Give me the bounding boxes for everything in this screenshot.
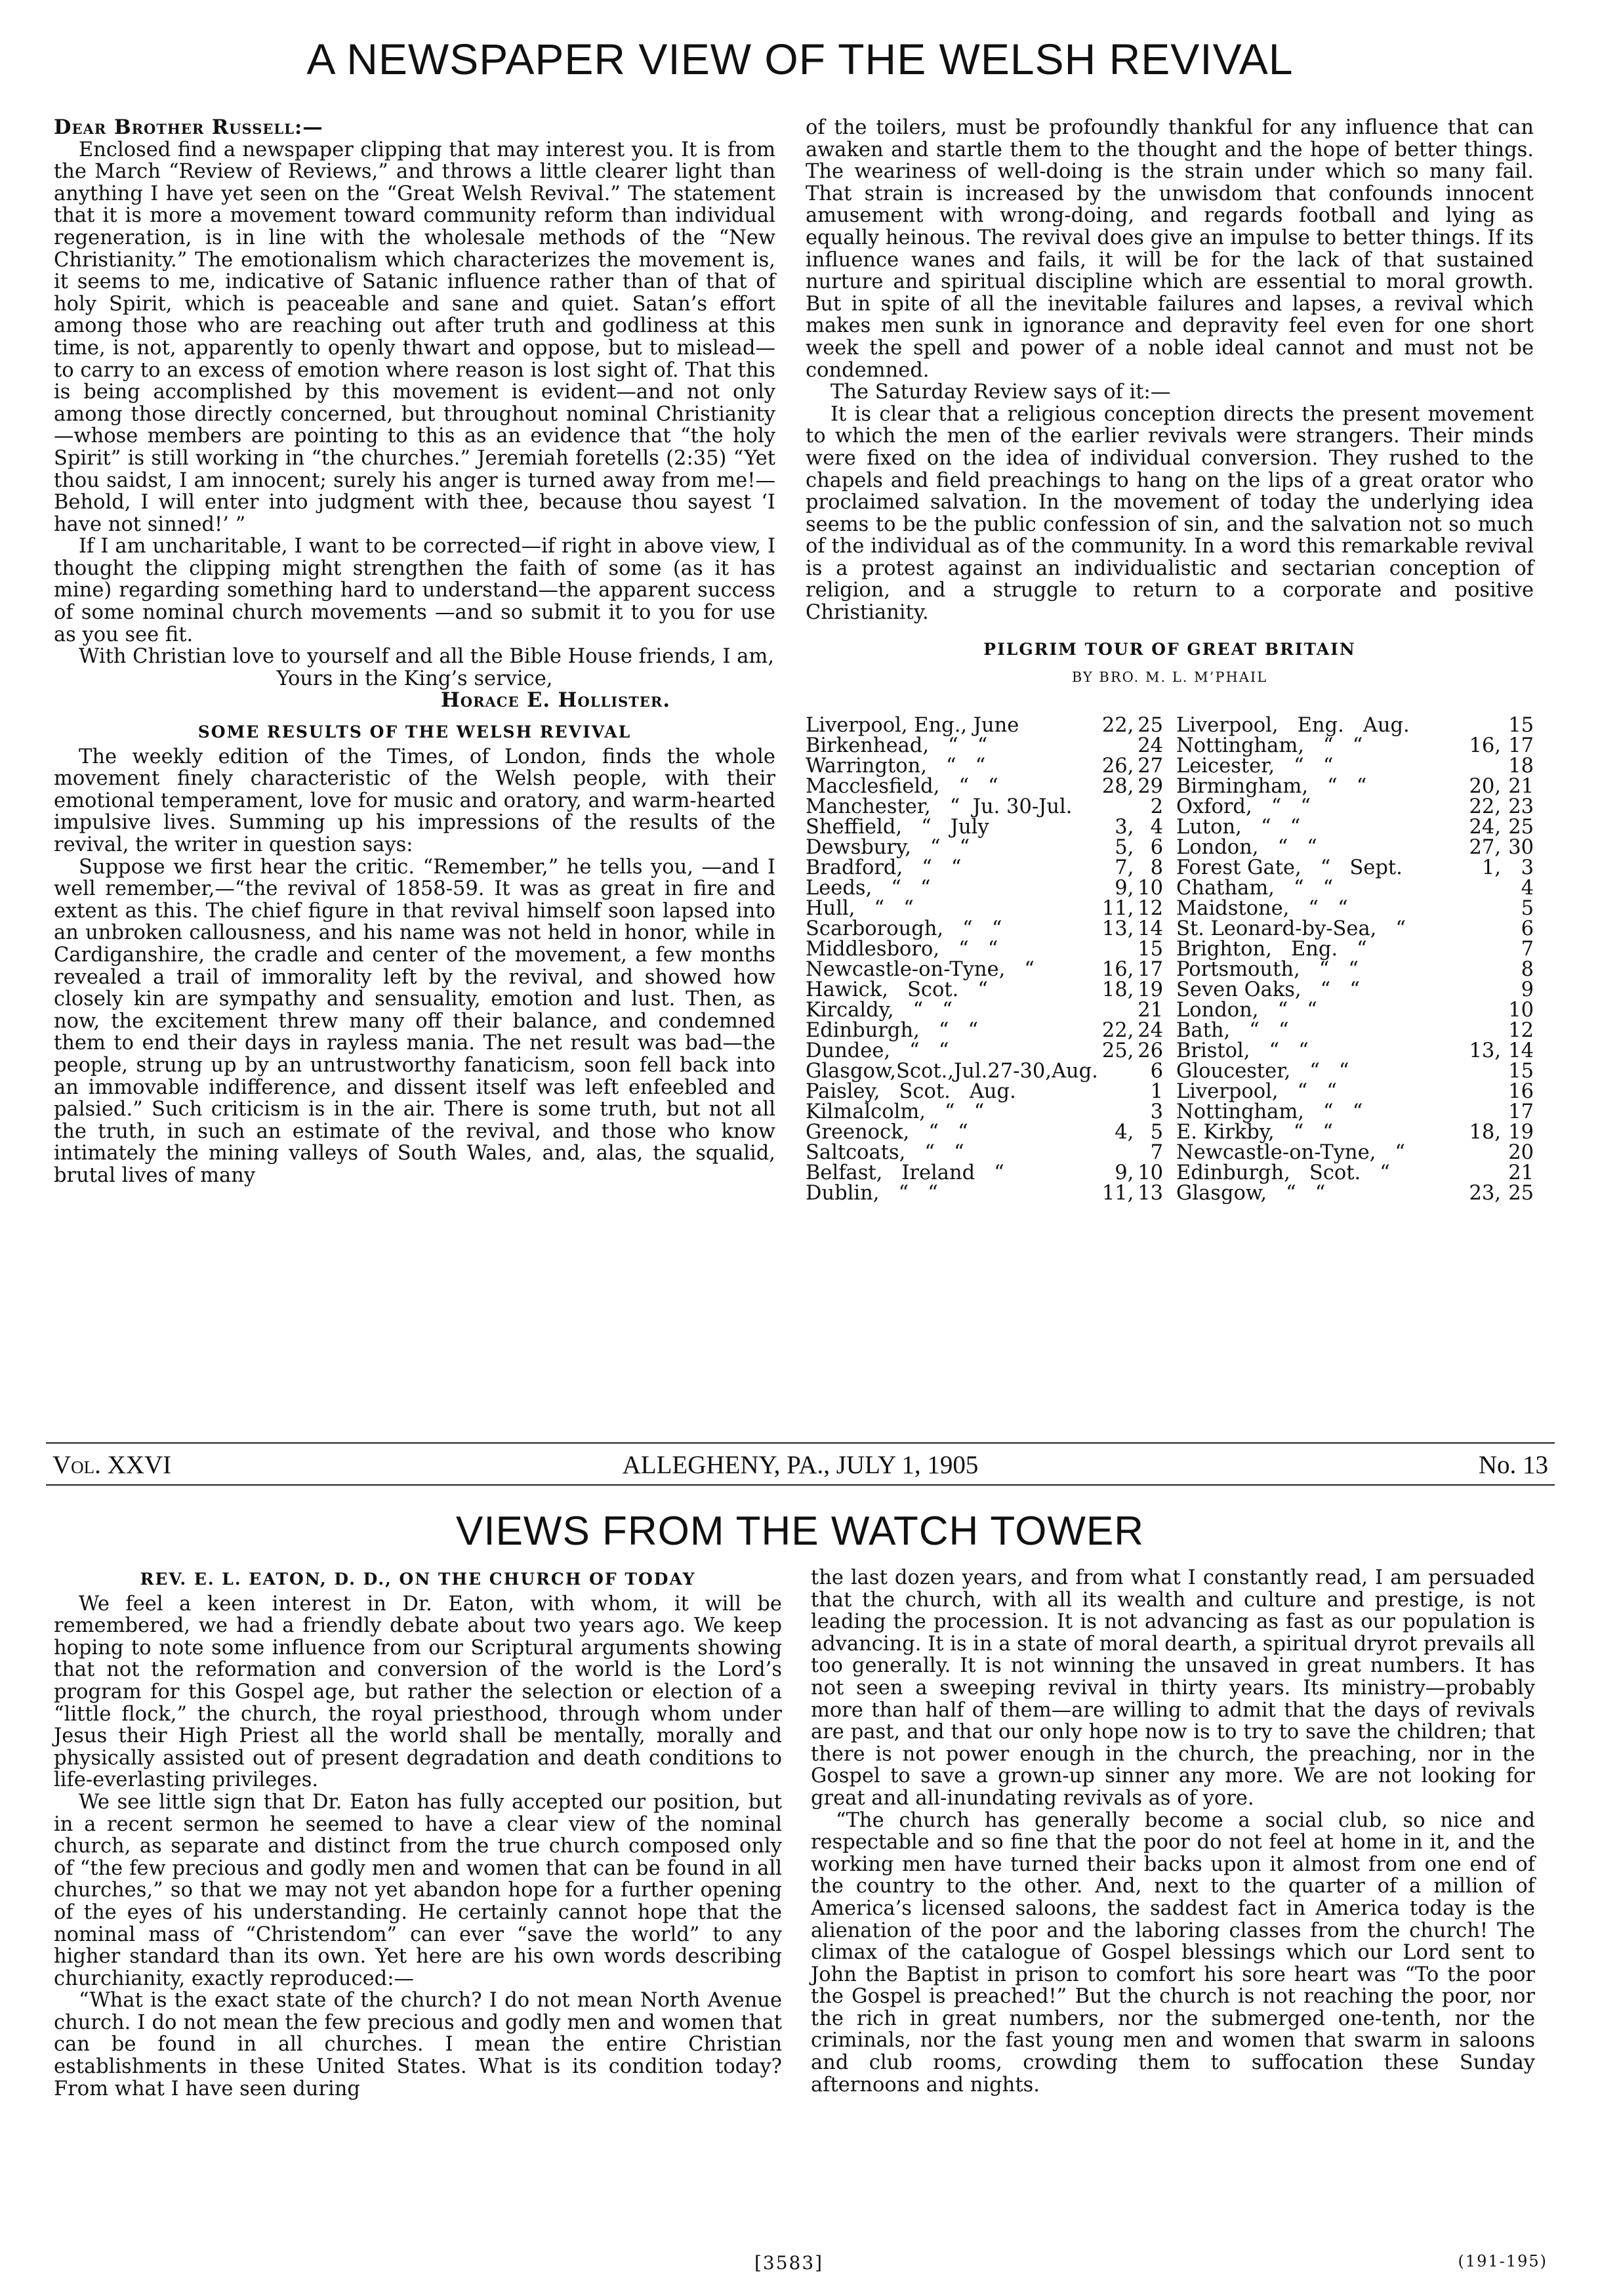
tour-date: 24 <box>1138 734 1163 757</box>
tour-row <box>1176 1041 1534 1061</box>
tour-date: 2 <box>1150 795 1163 818</box>
tour-date: 6 <box>1150 835 1163 859</box>
tour-date: 3, <box>1115 815 1134 839</box>
tour-row <box>1176 797 1534 817</box>
letter-paragraph: If I am uncharitable, I want to be corrected—if right in above view, I thought the clipping might strengthen the faith of some (as it has mine) regarding something hard to understand—the apparent success of some nominal church movements —and so submit it to you for use as you see fit. <box>54 535 775 646</box>
tour-place: Luton, “ “ <box>1176 815 1301 839</box>
lower-left-column <box>54 1568 782 2100</box>
tour-place: Birkenhead, “ “ <box>806 734 988 757</box>
tour-date: 4 <box>1150 815 1163 839</box>
tour-date: 21 <box>1138 998 1163 1022</box>
tour-row <box>1176 980 1534 1000</box>
tour-date <box>1462 756 1501 776</box>
tour-date <box>1462 919 1501 939</box>
tour-date: 16, <box>1469 734 1501 757</box>
article-paragraph: The Saturday Review says of it:— <box>831 381 1171 404</box>
tour-place: Scarborough, “ “ <box>806 917 1002 940</box>
tour-date <box>1098 1061 1134 1081</box>
tour-date <box>1098 1081 1134 1102</box>
tour-date: 24, <box>1469 815 1501 839</box>
tour-place: Belfast, Ireland “ <box>806 1161 1004 1184</box>
tour-row <box>806 919 1163 939</box>
article-paragraph: The weekly edition of the Times, of London, finds the whole movement finely characteristic of the Welsh people, with their emotional temperament, love for music and oratory, and warm-hearted impulsive lives. Summing up his impressions of the results of the revival, the writer in question says: <box>54 745 775 856</box>
letter-signature: Horace E. Hollister. <box>440 688 670 713</box>
tour-row <box>806 898 1163 919</box>
tour-place: Warrington, “ “ <box>806 754 986 778</box>
tour-date: 8 <box>1521 957 1534 981</box>
tour-date: 25, <box>1101 1039 1134 1062</box>
tour-date: 22, <box>1469 795 1501 818</box>
tour-row <box>806 1020 1163 1041</box>
tour-place: Dundee, “ “ <box>806 1039 949 1062</box>
tour-date: 18 <box>1508 754 1534 778</box>
article-paragraph: Suppose we first hear the critic. “Remember,” he tells you, —and I well remember,—“the revival of 1858-59. It was as great in fire and extent as this. The chief figure in that revival himself soon lapsed into an unbroken callousness, and his name was not held in honor, while in Cardiganshire, the cradle and center of the movement, a few months revealed a trail of immorality left by the revival, and showed how closely kin are sympathy and sensuality, emotion and lust. Then, as now, the excitement threw many off their balance, and condemned them to end their days in rayless mania. The net result was bad—the people, strung up by an untrustworthy fanaticism, soon fell back into an immovable indifference, and dissent itself was left enfeebled and palsied.” Such criticism is in the air. There is some truth, but not all the truth, in such an estimate of the revival, and those who know intimately the mining valleys of South Wales, and, alas, the squalid, brutal lives of many <box>54 855 775 1187</box>
tour-date: 14 <box>1508 1039 1534 1062</box>
tour-place: Leicester, “ “ <box>1176 754 1334 778</box>
tour-date: 13 <box>1138 1181 1163 1205</box>
page-range: (191-195) <box>1458 2252 1548 2270</box>
tour-row <box>1176 776 1534 797</box>
tour-row <box>806 1122 1163 1142</box>
tour-schedule <box>806 715 1534 1203</box>
tour-place: Hull, “ “ <box>806 896 914 920</box>
tour-date: 6 <box>1521 917 1534 940</box>
tour-date: 10 <box>1138 876 1163 900</box>
tour-row <box>806 858 1163 878</box>
place-date: ALLEGHENY, PA., JULY 1, 1905 <box>622 1451 979 1479</box>
tour-date: 4, <box>1115 1120 1134 1144</box>
tour-date <box>1098 1000 1134 1020</box>
tour-row <box>1176 817 1534 837</box>
tour-date: 20 <box>1508 1140 1534 1164</box>
tour-row <box>806 1102 1163 1122</box>
article-paragraph: It is clear that a religious conception directs the present movement to which the men of the earlier revivals were strangers. Their minds were fixed on the idea of individual conversion. They rushed to the chapels and field preachings to hang on the lips of a great orator who proclaimed salvation. In the movement of today the underlying idea seems to be the public confession of sin, and the salvation not so much of the individual as of the community. In a word this remarkable revival is a protest against an individualistic and sectarian conception of religion, and a struggle to return to a corporate and positive Christianity. <box>806 402 1534 625</box>
tour-row <box>1176 939 1534 959</box>
tour-date: 4 <box>1521 876 1534 900</box>
masthead <box>52 1450 1548 1483</box>
tour-place: Bath, “ “ <box>1176 1018 1289 1042</box>
tour-place: Kilmalcolm, “ “ <box>806 1100 985 1123</box>
tour-place: St. Leonard-by-Sea, “ <box>1176 917 1406 940</box>
tour-row <box>806 1142 1163 1163</box>
tour-date: 14 <box>1138 917 1163 940</box>
tour-date <box>1098 797 1134 817</box>
tour-date: 1 <box>1150 1079 1163 1103</box>
tour-place: Chatham, “ “ <box>1176 876 1334 900</box>
tour-date: 22, <box>1101 1018 1134 1042</box>
page-number: [3583] <box>754 2252 824 2274</box>
article-paragraph: “The church has generally become a social club, so nice and respectable and so fine that the poor do not feel at home in it, and the working men have turned their backs upon it almost from one end of the country to the other. And, next to the quarter of a million of America’s licensed saloons, the saddest fact in America today is the alienation of the poor and the laboring classes from the church! The climax of the catalogue of Gospel blessings which our Lord sent to John the Baptist in prison to comfort his sore heart was “To the poor the Gospel is preached!” But the church is not reaching the poor, nor the rich in great numbers, nor the submerged one-tenth, nor the criminals, nor the fast young men and women that swarm in saloons and club rooms, crowding them to suffocation these Sunday afternoons and nights. <box>811 1808 1535 2097</box>
tour-row <box>806 797 1163 817</box>
tour-row <box>1176 837 1534 858</box>
tour-place: Edinburgh, Scot. “ <box>1176 1161 1390 1184</box>
tour-date: 16, <box>1101 957 1134 981</box>
tour-date: 29 <box>1138 774 1163 798</box>
tour-row <box>806 1041 1163 1061</box>
tour-date <box>1462 878 1501 898</box>
tour-row <box>1176 715 1534 736</box>
tour-place: Gloucester, “ “ <box>1176 1059 1349 1083</box>
tour-date <box>1462 1102 1501 1122</box>
tour-date <box>1462 1000 1501 1020</box>
tour-date: 23 <box>1508 795 1534 818</box>
tour-date: 15 <box>1508 713 1534 737</box>
tour-place: Hawick, Scot. “ <box>806 978 988 1001</box>
tour-date <box>1462 939 1501 959</box>
tour-place: Dublin, “ “ <box>806 1181 938 1205</box>
tour-date: 9 <box>1521 978 1534 1001</box>
letter-paragraph: With Christian love to yourself and all the Bible House friends, I am, <box>79 645 775 669</box>
letter-salutation: Dear Brother Russell:— <box>54 115 323 139</box>
tour-place: Brighton, Eng. “ <box>1176 937 1367 961</box>
tour-date <box>1462 715 1501 736</box>
tour-place: Forest Gate, “ Sept. <box>1176 856 1403 879</box>
tour-date: 13, <box>1469 1039 1501 1062</box>
tour-date: 3 <box>1521 856 1534 879</box>
letter-paragraph: Enclosed find a newspaper clipping that may interest you. It is from the March “Review of Reviews,” and throws a little clearer light than anything I have yet seen on the “Great Welsh Revival.” The statement that it is more a movement toward community reform than individual regeneration, is in line with the wholesale methods of the “New Christianity.” The emotionalism which characterizes the movement is, it seems to me, indicative of Satanic influence rather than of that of holy Spirit, which is peaceable and sane and quiet. Satan’s effort among those who are reaching out after truth and godliness at this time, is not, apparently to openly thwart and oppose, but to mislead—to carry to an excess of emotion where reason is lost sight of. That this is being accomplished by this movement is evident—and not only among those directly concerned, but throughout nominal Christianity—whose members are pointing to this as an evidence that “the holy Spirit” is still working in “the churches.” Jeremiah foretells (2:35) “Yet thou saidst, I am innocent; surely his anger is turned away from me!—Behold, I will enter into judgment with thee, because thou sayest ‘I have not sinned!’ ” <box>54 138 775 536</box>
tour-place: Greenock, “ “ <box>806 1120 968 1144</box>
tour-table-left <box>806 715 1163 1203</box>
tour-row <box>806 817 1163 837</box>
tour-place: London, “ “ <box>1176 835 1317 859</box>
tour-date: 17 <box>1508 1100 1534 1123</box>
tour-place: E. Kirkby, “ “ <box>1176 1120 1334 1144</box>
tour-date: 28, <box>1101 774 1134 798</box>
tour-date: 24 <box>1138 1018 1163 1042</box>
tour-place: Birmingham, “ “ <box>1176 774 1367 798</box>
tour-row <box>806 736 1163 756</box>
tour-date: 11, <box>1101 1181 1134 1205</box>
tour-row <box>1176 756 1534 776</box>
tour-row <box>1176 898 1534 919</box>
tour-row <box>806 756 1163 776</box>
tour-date: 25 <box>1508 1181 1534 1205</box>
tour-date: 12 <box>1508 1018 1534 1042</box>
tour-date <box>1462 1020 1501 1041</box>
tour-row <box>1176 1081 1534 1102</box>
tour-place: Portsmouth, “ “ <box>1176 957 1359 981</box>
tour-place: Leeds, “ “ <box>806 876 931 900</box>
tour-place: Newcastle-on-Tyne, “ <box>806 957 1035 981</box>
tour-place: Nottingham, “ “ <box>1176 734 1363 757</box>
tour-date: 15 <box>1508 1059 1534 1083</box>
volume-label: Vol. XXVI <box>52 1451 172 1479</box>
letter-closing: Yours in the King’s service, <box>276 667 553 690</box>
tour-row <box>1176 858 1534 878</box>
tour-place: Liverpool, Eng., June <box>806 713 1019 737</box>
section-heading: REV. E. L. EATON, D. D., ON THE CHURCH OF TODAY <box>140 1570 696 1589</box>
tour-place: Macclesfield, “ “ <box>806 774 998 798</box>
tour-date: 7 <box>1521 937 1534 961</box>
upper-left-column <box>54 117 775 1187</box>
tour-row <box>1176 1122 1534 1142</box>
tour-row <box>1176 1142 1534 1163</box>
tour-place: Nottingham, “ “ <box>1176 1100 1363 1123</box>
tour-row <box>1176 919 1534 939</box>
tour-place: Liverpool, Eng. Aug. <box>1176 713 1410 737</box>
tour-date <box>1462 1163 1501 1183</box>
tour-row <box>1176 1061 1534 1081</box>
tour-date <box>1098 1102 1134 1122</box>
masthead-bottom-rule <box>46 1484 1555 1486</box>
lower-right-column <box>811 1567 1535 2096</box>
tour-date: 16 <box>1508 1079 1534 1103</box>
tour-row <box>1176 878 1534 898</box>
tour-place: Middlesboro, “ “ <box>806 937 998 961</box>
tour-date: 5 <box>1521 896 1534 920</box>
tour-date: 7, <box>1115 856 1134 879</box>
article-paragraph: We see little sign that Dr. Eaton has fully accepted our position, but in a recent sermon he seemed to have a clear view of the nominal church, as separate and distinct from the true church composed only of “the few precious and godly men and women that can be found in all churches,” so that we may not yet abandon hope for a further opening of the eyes of his understanding. He certainly cannot hope that the nominal mass of “Christendom” can ever “save the world” to any higher standard than its own. Yet here are his own words describing churchianity, exactly reproduced:— <box>54 1790 782 1990</box>
tour-place: Glasgow,Scot.,Jul.27-30,Aug. <box>806 1059 1098 1083</box>
tour-row <box>806 959 1163 980</box>
tour-row <box>1176 1020 1534 1041</box>
tour-row <box>806 715 1163 736</box>
tour-place: Dewsbury, “ “ <box>806 835 970 859</box>
tour-place: Glasgow, “ “ <box>1176 1181 1326 1205</box>
tour-row <box>1176 1000 1534 1020</box>
tour-place: Paisley, Scot. Aug. <box>806 1079 1016 1103</box>
tour-date <box>1462 980 1501 1000</box>
tour-place: London, “ “ <box>1176 998 1317 1022</box>
tour-date: 11, <box>1101 896 1134 920</box>
tour-place: Maidstone, “ “ <box>1176 896 1348 920</box>
tour-date: 27 <box>1138 754 1163 778</box>
tour-date: 30 <box>1508 835 1534 859</box>
tour-place: Seven Oaks, “ “ <box>1176 978 1360 1001</box>
tour-date: 22, <box>1101 713 1134 737</box>
upper-right-column <box>806 117 1534 1203</box>
article-paragraph: the last dozen years, and from what I constantly read, I am persuaded that the church, with all its wealth and culture and prestige, is not leading the procession. It is not advancing as fast as our population is advancing. It is in a state of moral dearth, a spiritual dryrot prevails all too generally. It is not winning the unsaved in great numbers. It has not seen a sweeping revival in thirty years. Its ministry—probably more than half of them—are willing to admit that the days of revivals are past, and that our only hope now is to try to save the children; that there is not power enough in the church, the preaching, nor in the Gospel to save a grown-up sinner any more. We are not looking for great and all-inundating revivals as of yore. <box>811 1566 1535 1810</box>
tour-row <box>806 1163 1163 1183</box>
tour-row <box>1176 1163 1534 1183</box>
tour-date <box>1098 736 1134 756</box>
tour-date: 7 <box>1150 1140 1163 1164</box>
tour-date: 5, <box>1115 835 1134 859</box>
tour-row <box>806 878 1163 898</box>
tour-table-right <box>1176 715 1534 1203</box>
tour-row <box>806 837 1163 858</box>
tour-date: 19 <box>1508 1120 1534 1144</box>
section-heading: SOME RESULTS OF THE WELSH REVIVAL <box>197 722 632 742</box>
tour-place: Liverpool, “ “ <box>1176 1079 1337 1103</box>
tour-row <box>806 1081 1163 1102</box>
tour-date: 15 <box>1138 937 1163 961</box>
tour-date: 9, <box>1115 1161 1134 1184</box>
tour-date <box>1098 1142 1134 1163</box>
tour-row <box>806 776 1163 797</box>
tour-date: 21 <box>1508 774 1534 798</box>
tour-place: Sheffield, “ July <box>806 815 989 839</box>
tour-date: 6 <box>1150 1059 1163 1083</box>
article-paragraph: We feel a keen interest in Dr. Eaton, with whom, it will be remembered, we had a friendly debate about two years ago. We keep hoping to note some influence from our Scriptural arguments showing that not the reformation and conversion of the world is the Lord’s program for this Gospel age, but rather the selection or election of a “little flock,” the church, the royal priesthood, through whom under Jesus their High Priest all the world shall be mentally, morally and physically assisted out of present degradation and death conditions to life-everlasting privileges. <box>54 1592 782 1792</box>
tour-row <box>1176 959 1534 980</box>
tour-row <box>1176 736 1534 756</box>
tour-date <box>1462 1081 1501 1102</box>
tour-date: 26 <box>1138 1039 1163 1062</box>
article-paragraph: “What is the exact state of the church? I do not mean North Avenue church. I do not mean the few precious and godly men and women that can be found in all churches. I mean the entire Christian establishments in these United States. What is its condition today? From what I have seen during <box>54 1989 782 2100</box>
tour-row <box>1176 1102 1534 1122</box>
tour-date: 23, <box>1469 1181 1501 1205</box>
tour-row <box>1176 1183 1534 1203</box>
tour-place: Bristol, “ “ <box>1176 1039 1309 1062</box>
tour-row <box>806 1061 1163 1081</box>
section-title: VIEWS FROM THE WATCH TOWER <box>456 1509 1144 1554</box>
tour-date: 5 <box>1150 1120 1163 1144</box>
tour-date: 26, <box>1101 754 1134 778</box>
tour-date: 21 <box>1508 1161 1534 1184</box>
tour-place: Bradford, “ “ <box>806 856 962 879</box>
page-title: A NEWSPAPER VIEW OF THE WELSH REVIVAL <box>306 35 1294 83</box>
tour-date: 9, <box>1115 876 1134 900</box>
tour-date: 18, <box>1469 1120 1501 1144</box>
tour-title: PILGRIM TOUR OF GREAT BRITAIN <box>983 639 1356 659</box>
tour-date: 10 <box>1138 1161 1163 1184</box>
tour-place: Edinburgh, “ “ <box>806 1018 979 1042</box>
issue-number: No. 13 <box>1478 1451 1548 1479</box>
tour-date <box>1462 1142 1501 1163</box>
tour-row <box>806 939 1163 959</box>
tour-date <box>1098 939 1134 959</box>
tour-place: Newcastle-on-Tyne, “ <box>1176 1140 1405 1164</box>
tour-date: 17 <box>1138 957 1163 981</box>
tour-date: 25 <box>1138 713 1163 737</box>
tour-date: 25 <box>1508 815 1534 839</box>
tour-place: Oxford, “ “ <box>1176 795 1311 818</box>
tour-date: 12 <box>1138 896 1163 920</box>
tour-byline: BY BRO. M. L. M’PHAIL <box>1071 669 1268 686</box>
tour-date <box>1462 959 1501 980</box>
tour-row <box>806 1183 1163 1203</box>
tour-place: Saltcoats, “ “ <box>806 1140 964 1164</box>
tour-place: Manchester, “ Ju. 30-Jul. <box>806 795 1073 818</box>
tour-date: 13, <box>1101 917 1134 940</box>
article-paragraph: of the toilers, must be profoundly thankful for any influence that can awaken and startle them to the thought and the hope of better things. The weariness of well-doing is the strain under which so many fail. That strain is increased by the unwisdom that confounds innocent amusement with wrong-doing, and regards football and lying as equally heinous. The revival does give an impulse to better things. If its influence wanes and fails, it will be for the lack of that sustained nurture and spiritual discipline which are essential to moral growth. But in spite of all the inevitable failures and lapses, a revival which makes men sunk in ignorance and depravity feel even for one short week the spell and power of a noble ideal cannot and must not be condemned. <box>806 116 1534 382</box>
tour-date: 10 <box>1508 998 1534 1022</box>
tour-row <box>806 1000 1163 1020</box>
tour-date: 1, <box>1481 856 1501 879</box>
tour-date: 18, <box>1101 978 1134 1001</box>
tour-date: 20, <box>1469 774 1501 798</box>
tour-date <box>1462 898 1501 919</box>
tour-date: 3 <box>1150 1100 1163 1123</box>
masthead-top-rule <box>46 1442 1555 1444</box>
tour-row <box>806 980 1163 1000</box>
tour-place: Kircaldy, “ “ <box>806 998 953 1022</box>
tour-date: 19 <box>1138 978 1163 1001</box>
tour-date: 17 <box>1508 734 1534 757</box>
tour-date: 8 <box>1150 856 1163 879</box>
tour-date <box>1462 1061 1501 1081</box>
tour-date: 27, <box>1469 835 1501 859</box>
